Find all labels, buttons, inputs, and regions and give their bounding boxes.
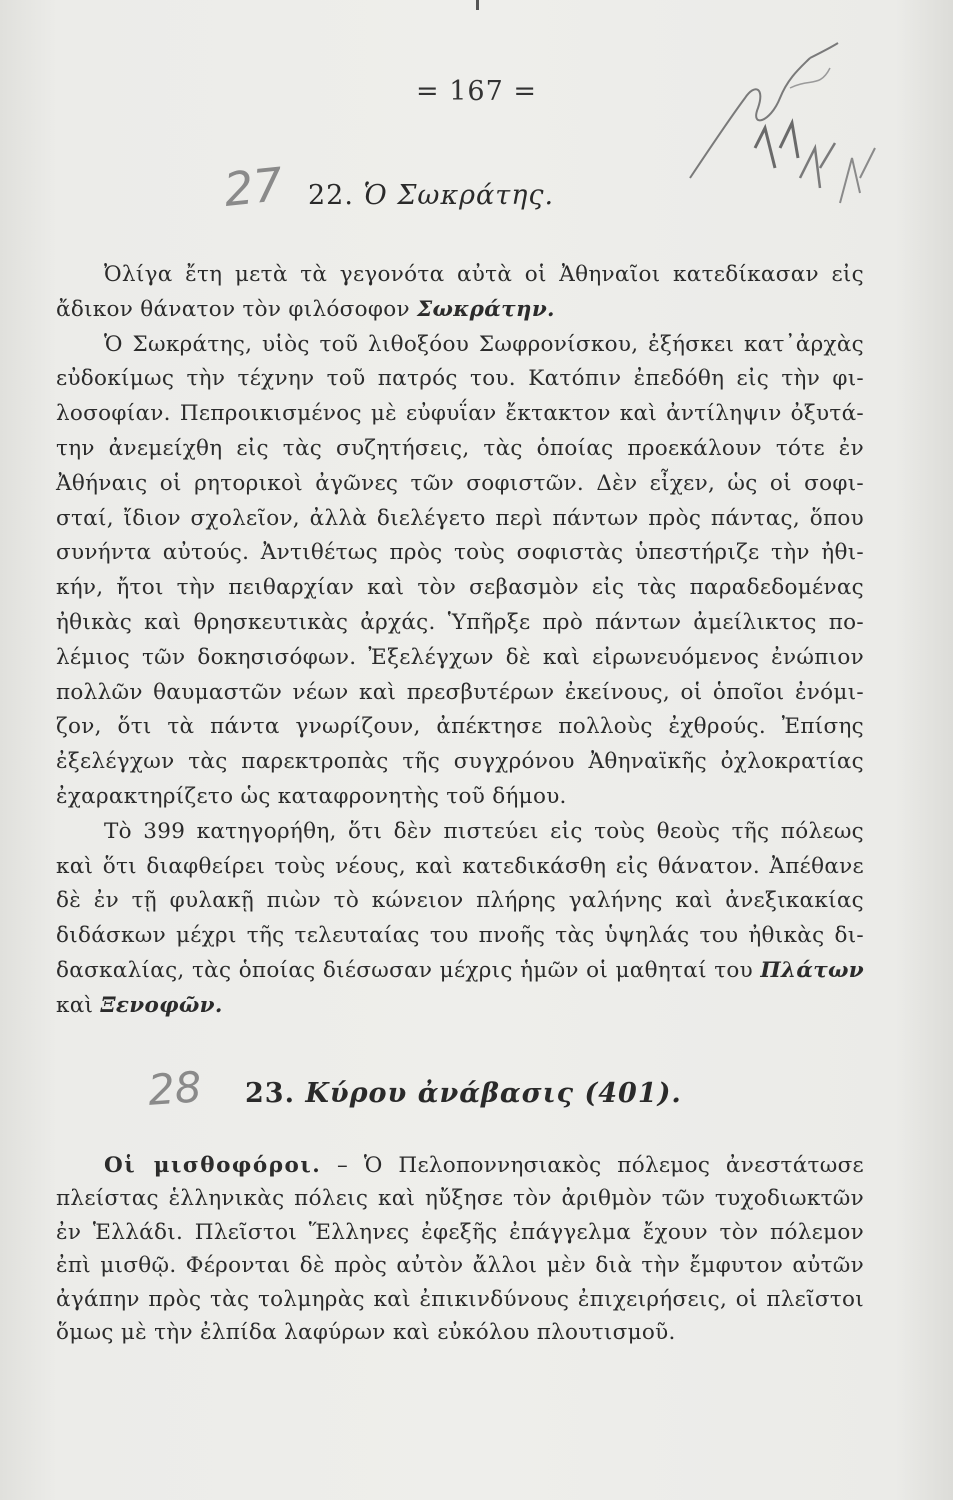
section-23-heading [245,1078,682,1109]
pencil-section-number: 27 [221,157,286,217]
text-line: λέμιος τῶν δοκησισόφων. Ἐξελέγχων δὲ καὶ εἰρωνευόμενος ἐνώπιον [56,644,864,670]
name-plato: Πλάτων [760,957,864,983]
text-line: Τὸ 399 κατηγορήθη, ὅτι δὲν πιστεύει εἰς τοὺς θεοὺς τῆς πόλεως [104,818,864,844]
section-22-heading [308,180,554,211]
text-line: Ὀλίγα ἔτη μετὰ τὰ γεγονότα αὐτὰ οἱ Ἀθηναῖοι κατεδίκασαν εἰς [104,262,864,287]
section-22-body [56,258,864,1024]
section-title: Ὁ Σωκράτης. [363,180,555,211]
text-line: καὶ ὅτι διαφθείρει τοὺς νέους, καὶ κατεδικάσθη εἰς θάνατον. Ἀπέθανε [56,853,864,879]
text-line: ἐν Ἑλλάδι. Πλεῖστοι Ἕλληνες ἐφεξῆς ἐπάγγελμα ἔχουν τὸν πόλεμον [56,1219,864,1245]
text-line: ὅμως μὲ τὴν ἐλπίδα λαφύρων καὶ εὐκόλου πλουτισμοῦ. [56,1320,676,1346]
handwriting-scribble [670,28,910,228]
text-line: σταί, ἴδιον σχολεῖον, ἀλλὰ διελέγετο περὶ πάντων πρὸς πάντας, ὅπου [56,505,864,531]
section-title: Κύρου ἀνάβασις (401). [305,1078,682,1109]
text-line: πλείστας ἑλληνικὰς πόλεις καὶ ηὔξησε τὸν ἀριθμὸν τῶν τυχοδιωκτῶν [56,1186,864,1212]
text-line: ἐχαρακτηρίζετο ὡς καταφρονητὴς τοῦ δήμου. [56,783,567,809]
text-line: εὐδοκίμως τὴν τέχνην τοῦ πατρός του. Κατόπιν ἐπεδόθη εἰς τὴν φι- [56,366,864,392]
text-line: πολλῶν θαυμαστῶν νέων καὶ πρεσβυτέρων ἐκείνους, οἱ ὁποῖοι ἐνόμι- [56,679,864,705]
text-line: ἠθικὰς καὶ θρησκευτικὰς ἀρχάς. Ὑπῆρξε πρὸ πάντων ἀμείλικτος πο- [56,609,864,635]
text-line: ἄδικον θάνατον τὸν φιλόσοφον Σωκράτην. [56,296,555,322]
name-xenophon: Ξενοφῶν. [100,992,223,1018]
text-line: ἀγάπην πρὸς τὰς τολμηρὰς καὶ ἐπικινδύνους ἐπιχειρήσεις, οἱ πλεῖστοι [56,1286,864,1312]
text-line: ζον, ὅτι τὰ πάντα γνωρίζουν, ἀπέκτησε πολλοὺς ἐχθρούς. Ἐπίσης [56,714,864,740]
pencil-section-number: 28 [146,1062,204,1115]
section-number: 22. [308,180,354,211]
page-edge-mark [476,0,479,10]
text-line: διδάσκων μέχρι τῆς τελευταίας του πνοῆς τὰς ὑψηλάς του ἠθικὰς δι- [56,923,864,949]
text-line: δὲ ἐν τῇ φυλακῇ πιὼν τὸ κώνειον πλήρης γαλήνης καὶ ἀνεξικακίας [56,888,864,914]
text-line: Οἱ μισθοφόροι. – Ὁ Πελοποννησιακὸς πόλεμος ἀνεστάτωσε [104,1153,864,1178]
text-line: κήν, ἤτοι τὴν πειθαρχίαν καὶ τὸν σεβασμὸν εἰς τὰς παραδεδομένας [56,575,864,601]
section-23-body [56,1149,864,1349]
text-line: λοσοφίαν. Πεπροικισμένος μὲ εὐφυΐαν ἔκτακτον καὶ ἀντίληψιν ὀξυτά- [56,401,864,427]
handwritten-annotation [670,28,910,228]
text-line: συνήντα αὐτούς. Ἀντιθέτως πρὸς τοὺς σοφιστὰς ὑπεστήριζε τὴν ἠθι- [56,540,864,566]
lead-phrase: Οἱ μισθοφόροι. [104,1153,322,1178]
text-line: Ἀθήναις οἱ ρητορικοὶ ἀγῶνες τῶν σοφιστῶν. Δὲν εἶχεν, ὡς οἱ σοφι- [56,470,864,496]
name-socrates: Σωκράτην. [417,296,555,322]
text-line: Ὁ Σωκράτης, υἱὸς τοῦ λιθοξόου Σωφρονίσκου, ἐξήσκει κατ᾽ἀρχὰς [104,331,864,357]
text-line: την ἀνεμείχθη εἰς τὰς συζητήσεις, τὰς ὁποίας προεκάλουν τότε ἐν [56,435,864,461]
text-line: δασκαλίας, τὰς ὁποίας διέσωσαν μέχρις ἡμῶν οἱ μαθηταί του Πλάτων [56,957,864,983]
page-number: = 167 = [416,76,537,107]
text-line: ἐπὶ μισθῷ. Φέρονται δὲ πρὸς αὐτὸν ἄλλοι μὲν διὰ τὴν ἔμφυτον αὐτῶν [56,1253,864,1279]
text-line: ἐξελέγχων τὰς παρεκτροπὰς τῆς συγχρόνου Ἀθηναϊκῆς ὀχλοκρατίας [56,749,864,775]
text-line: καὶ Ξενοφῶν. [56,992,223,1018]
section-number: 23. [245,1078,295,1109]
